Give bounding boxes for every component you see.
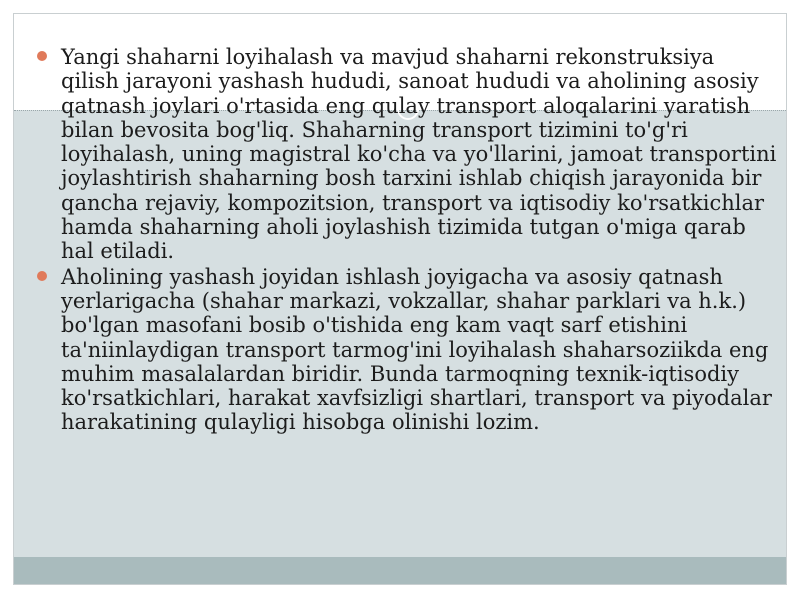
bullet-item-2: [33, 265, 778, 435]
slide-bottom-band: [14, 557, 786, 584]
bullet-dot-icon: [37, 271, 47, 281]
bullet-dot-icon: [37, 51, 47, 61]
slide-body: [33, 45, 778, 436]
bullet-text: Aholining yashash joyidan ishlash joyigacha va asosiy qatnash yerlarigacha (shahar markazi, vokzallar, shahar parklari va h.k.) bo'lgan masofani bosib o'tishida eng kam vaqt sarf etishini ta'niinlaydigan transport tarmog'ini loyihalash shaharsoziikda eng muhim masalalardan biridir. Bunda tarmoqning texnik-iqtisodiy ko'rsatkichlari, harakat xavfsizligi shartlari, transport va piyodalar harakatining qulayligi hisobga olinishi lozim.: [61, 264, 772, 435]
bullet-text: Yangi shaharni loyihalash va mavjud shaharni rekonstruksiya qilish jarayoni yashash hududi, sanoat hududi va aholining asosiy qatnash joylari o'rtasida eng qulay transport aloqalarini yaratish bilan bevosita bog'liq. Shaharning transport tizimini to'g'ri loyihalash, uning magistral ko'cha va yo'llarini, jamoat transportini joylashtirish shaharning bosh tarxini ishlab chiqish jarayonida bir qancha rejaviy, kompozitsion, transport va iqtisodiy ko'rsatkichlar hamda shaharning aholi joylashish tizimida tutgan o'miga qarab hal etiladi.: [61, 45, 777, 264]
bullet-item-1: [33, 45, 778, 264]
slide: [13, 13, 787, 585]
